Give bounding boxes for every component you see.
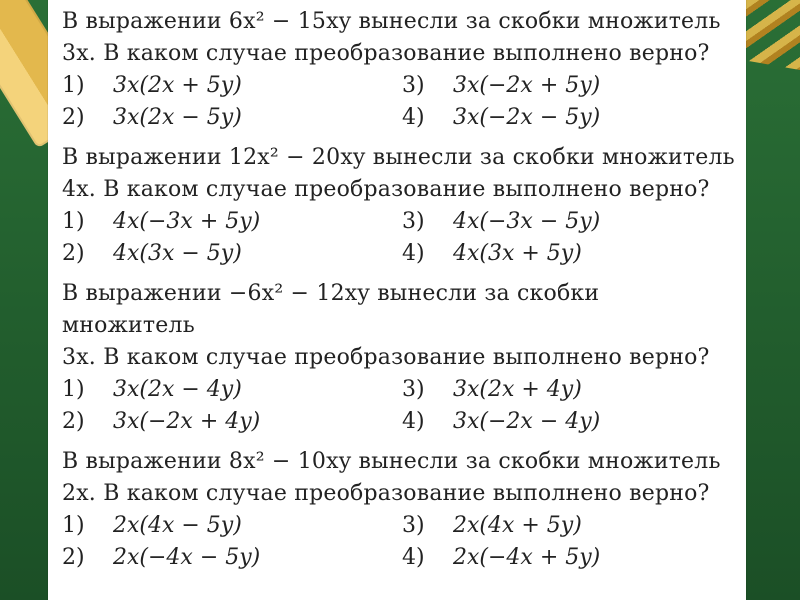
- task-4-option-2: [62, 542, 392, 574]
- task-4-line-2: 2x. В каком случае преобразование выполнено верно?: [62, 481, 710, 506]
- task-4-option-4: [402, 542, 736, 574]
- task-1: [62, 6, 736, 134]
- option-number: 3): [402, 377, 425, 402]
- worksheet-page: [48, 0, 746, 600]
- task-3-options: [62, 374, 736, 438]
- task-2-option-3: [402, 206, 736, 238]
- option-number: 2): [62, 545, 85, 570]
- option-number: 3): [402, 513, 425, 538]
- option-text: 3x(2x + 5y): [113, 73, 242, 98]
- option-number: 1): [62, 377, 85, 402]
- task-1-option-4: [402, 102, 736, 134]
- task-2-line-1: В выражении 12x² − 20xy вынесли за скобки множитель: [62, 145, 735, 170]
- option-number: 1): [62, 209, 85, 234]
- task-2: [62, 142, 736, 270]
- option-number: 3): [402, 209, 425, 234]
- option-text: 3x(2x − 5y): [113, 105, 242, 130]
- task-2-option-2: [62, 238, 392, 270]
- option-text: 2x(−4x + 5y): [453, 545, 601, 570]
- task-2-options: [62, 206, 736, 270]
- task-1-option-1: [62, 70, 392, 102]
- option-text: 3x(−2x − 5y): [453, 105, 601, 130]
- task-4-option-3: [402, 510, 736, 542]
- task-4-options: [62, 510, 736, 574]
- task-3-option-1: [62, 374, 392, 406]
- task-1-line-2: 3x. В каком случае преобразование выполнено верно?: [62, 41, 710, 66]
- worksheet-content: [62, 6, 736, 574]
- task-1-option-3: [402, 70, 736, 102]
- right-board-strip: [746, 0, 800, 600]
- task-3-option-4: [402, 406, 736, 438]
- task-1-line-1: В выражении 6x² − 15xy вынесли за скобки множитель: [62, 9, 721, 34]
- left-board-strip: [0, 0, 54, 600]
- option-number: 4): [402, 545, 425, 570]
- option-number: 2): [62, 105, 85, 130]
- option-number: 2): [62, 409, 85, 434]
- option-text: 3x(2x − 4y): [113, 377, 242, 402]
- option-number: 1): [62, 73, 85, 98]
- task-4: [62, 446, 736, 574]
- task-3-option-2: [62, 406, 392, 438]
- task-3: [62, 278, 736, 438]
- option-text: 3x(2x + 4y): [453, 377, 582, 402]
- task-2-option-1: [62, 206, 392, 238]
- task-3-option-3: [402, 374, 736, 406]
- option-text: 2x(4x − 5y): [113, 513, 242, 538]
- task-3-line-1: В выражении −6x² − 12xy вынесли за скобки множитель: [62, 281, 600, 338]
- option-text: 4x(3x + 5y): [453, 241, 582, 266]
- option-text: 4x(−3x − 5y): [453, 209, 601, 234]
- task-4-line-1: В выражении 8x² − 10xy вынесли за скобки множитель: [62, 449, 721, 474]
- task-4-option-1: [62, 510, 392, 542]
- option-number: 2): [62, 241, 85, 266]
- task-3-line-2: 3x. В каком случае преобразование выполнено верно?: [62, 345, 710, 370]
- task-2-line-2: 4x. В каком случае преобразование выполнено верно?: [62, 177, 710, 202]
- option-number: 1): [62, 513, 85, 538]
- option-text: 2x(−4x − 5y): [113, 545, 261, 570]
- task-2-option-4: [402, 238, 736, 270]
- option-text: 2x(4x + 5y): [453, 513, 582, 538]
- option-text: 4x(−3x + 5y): [113, 209, 261, 234]
- option-text: 3x(−2x + 4y): [113, 409, 261, 434]
- task-1-option-2: [62, 102, 392, 134]
- option-number: 4): [402, 409, 425, 434]
- option-text: 4x(3x − 5y): [113, 241, 242, 266]
- option-number: 4): [402, 105, 425, 130]
- option-number: 3): [402, 73, 425, 98]
- task-1-options: [62, 70, 736, 134]
- option-number: 4): [402, 241, 425, 266]
- option-text: 3x(−2x + 5y): [453, 73, 601, 98]
- option-text: 3x(−2x − 4y): [453, 409, 601, 434]
